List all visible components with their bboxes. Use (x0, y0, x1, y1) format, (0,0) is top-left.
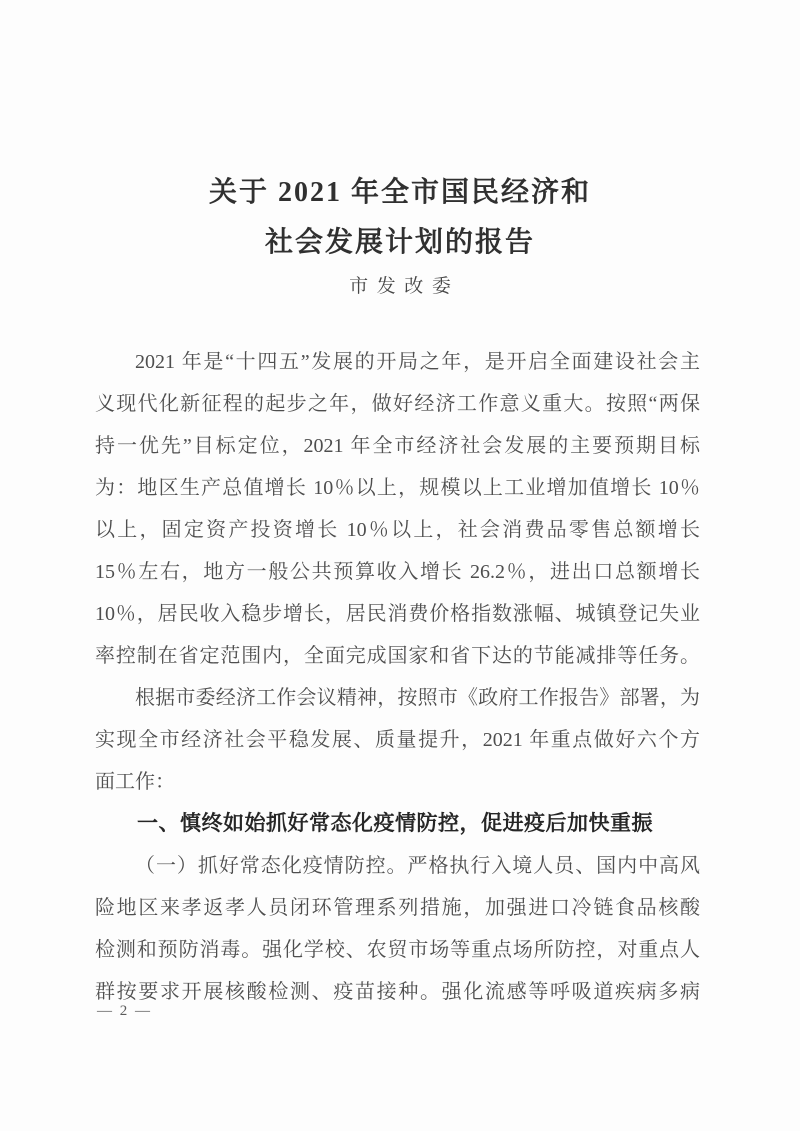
body-line: 群按要求开展核酸检测、疫苗接种。强化流感等呼吸道疾病多病 (95, 981, 700, 1003)
body-line: 为：地区生产总值增长 10％以上，规模以上工业增加值增长 10％ (95, 477, 700, 499)
body-line: 率控制在省定范围内，全面完成国家和省下达的节能减排等任务。 (95, 645, 700, 667)
section-heading: 一、慎终如始抓好常态化疫情防控，促进疫后加快重振 (137, 812, 653, 835)
document-title (0, 168, 800, 268)
body-line: 根据市委经济工作会议精神，按照市《政府工作报告》部署，为 (135, 687, 700, 709)
body-line: 面工作： (95, 771, 175, 793)
page-number: — 2 — (97, 1003, 152, 1019)
document-title-line-2: 社会发展计划的报告 (264, 227, 535, 258)
body-line: （一）抓好常态化疫情防控。严格执行入境人员、国内中高风 (135, 855, 700, 877)
body-line: 以上，固定资产投资增长 10％以上，社会消费品零售总额增长 (95, 519, 700, 541)
document-author: 市发改委 (349, 276, 460, 297)
document-body (95, 341, 700, 1013)
document-title-line-1: 关于 2021 年全市国民经济和 (208, 177, 591, 208)
body-line: 10％，居民收入稳步增长，居民消费价格指数涨幅、城镇登记失业 (95, 603, 700, 625)
body-line: 持一优先”目标定位，2021 年全市经济社会发展的主要预期目标 (95, 435, 700, 457)
body-line: 15％左右，地方一般公共预算收入增长 26.2％，进出口总额增长 (95, 561, 700, 583)
body-line: 检测和预防消毒。强化学校、农贸市场等重点场所防控，对重点人 (95, 939, 700, 961)
body-line: 2021 年是“十四五”发展的开局之年，是开启全面建设社会主 (135, 351, 700, 373)
body-line: 险地区来孝返孝人员闭环管理系列措施，加强进口冷链食品核酸 (95, 897, 700, 919)
body-line: 义现代化新征程的起步之年，做好经济工作意义重大。按照“两保 (95, 393, 700, 415)
body-line: 实现全市经济社会平稳发展、质量提升，2021 年重点做好六个方 (95, 729, 700, 751)
